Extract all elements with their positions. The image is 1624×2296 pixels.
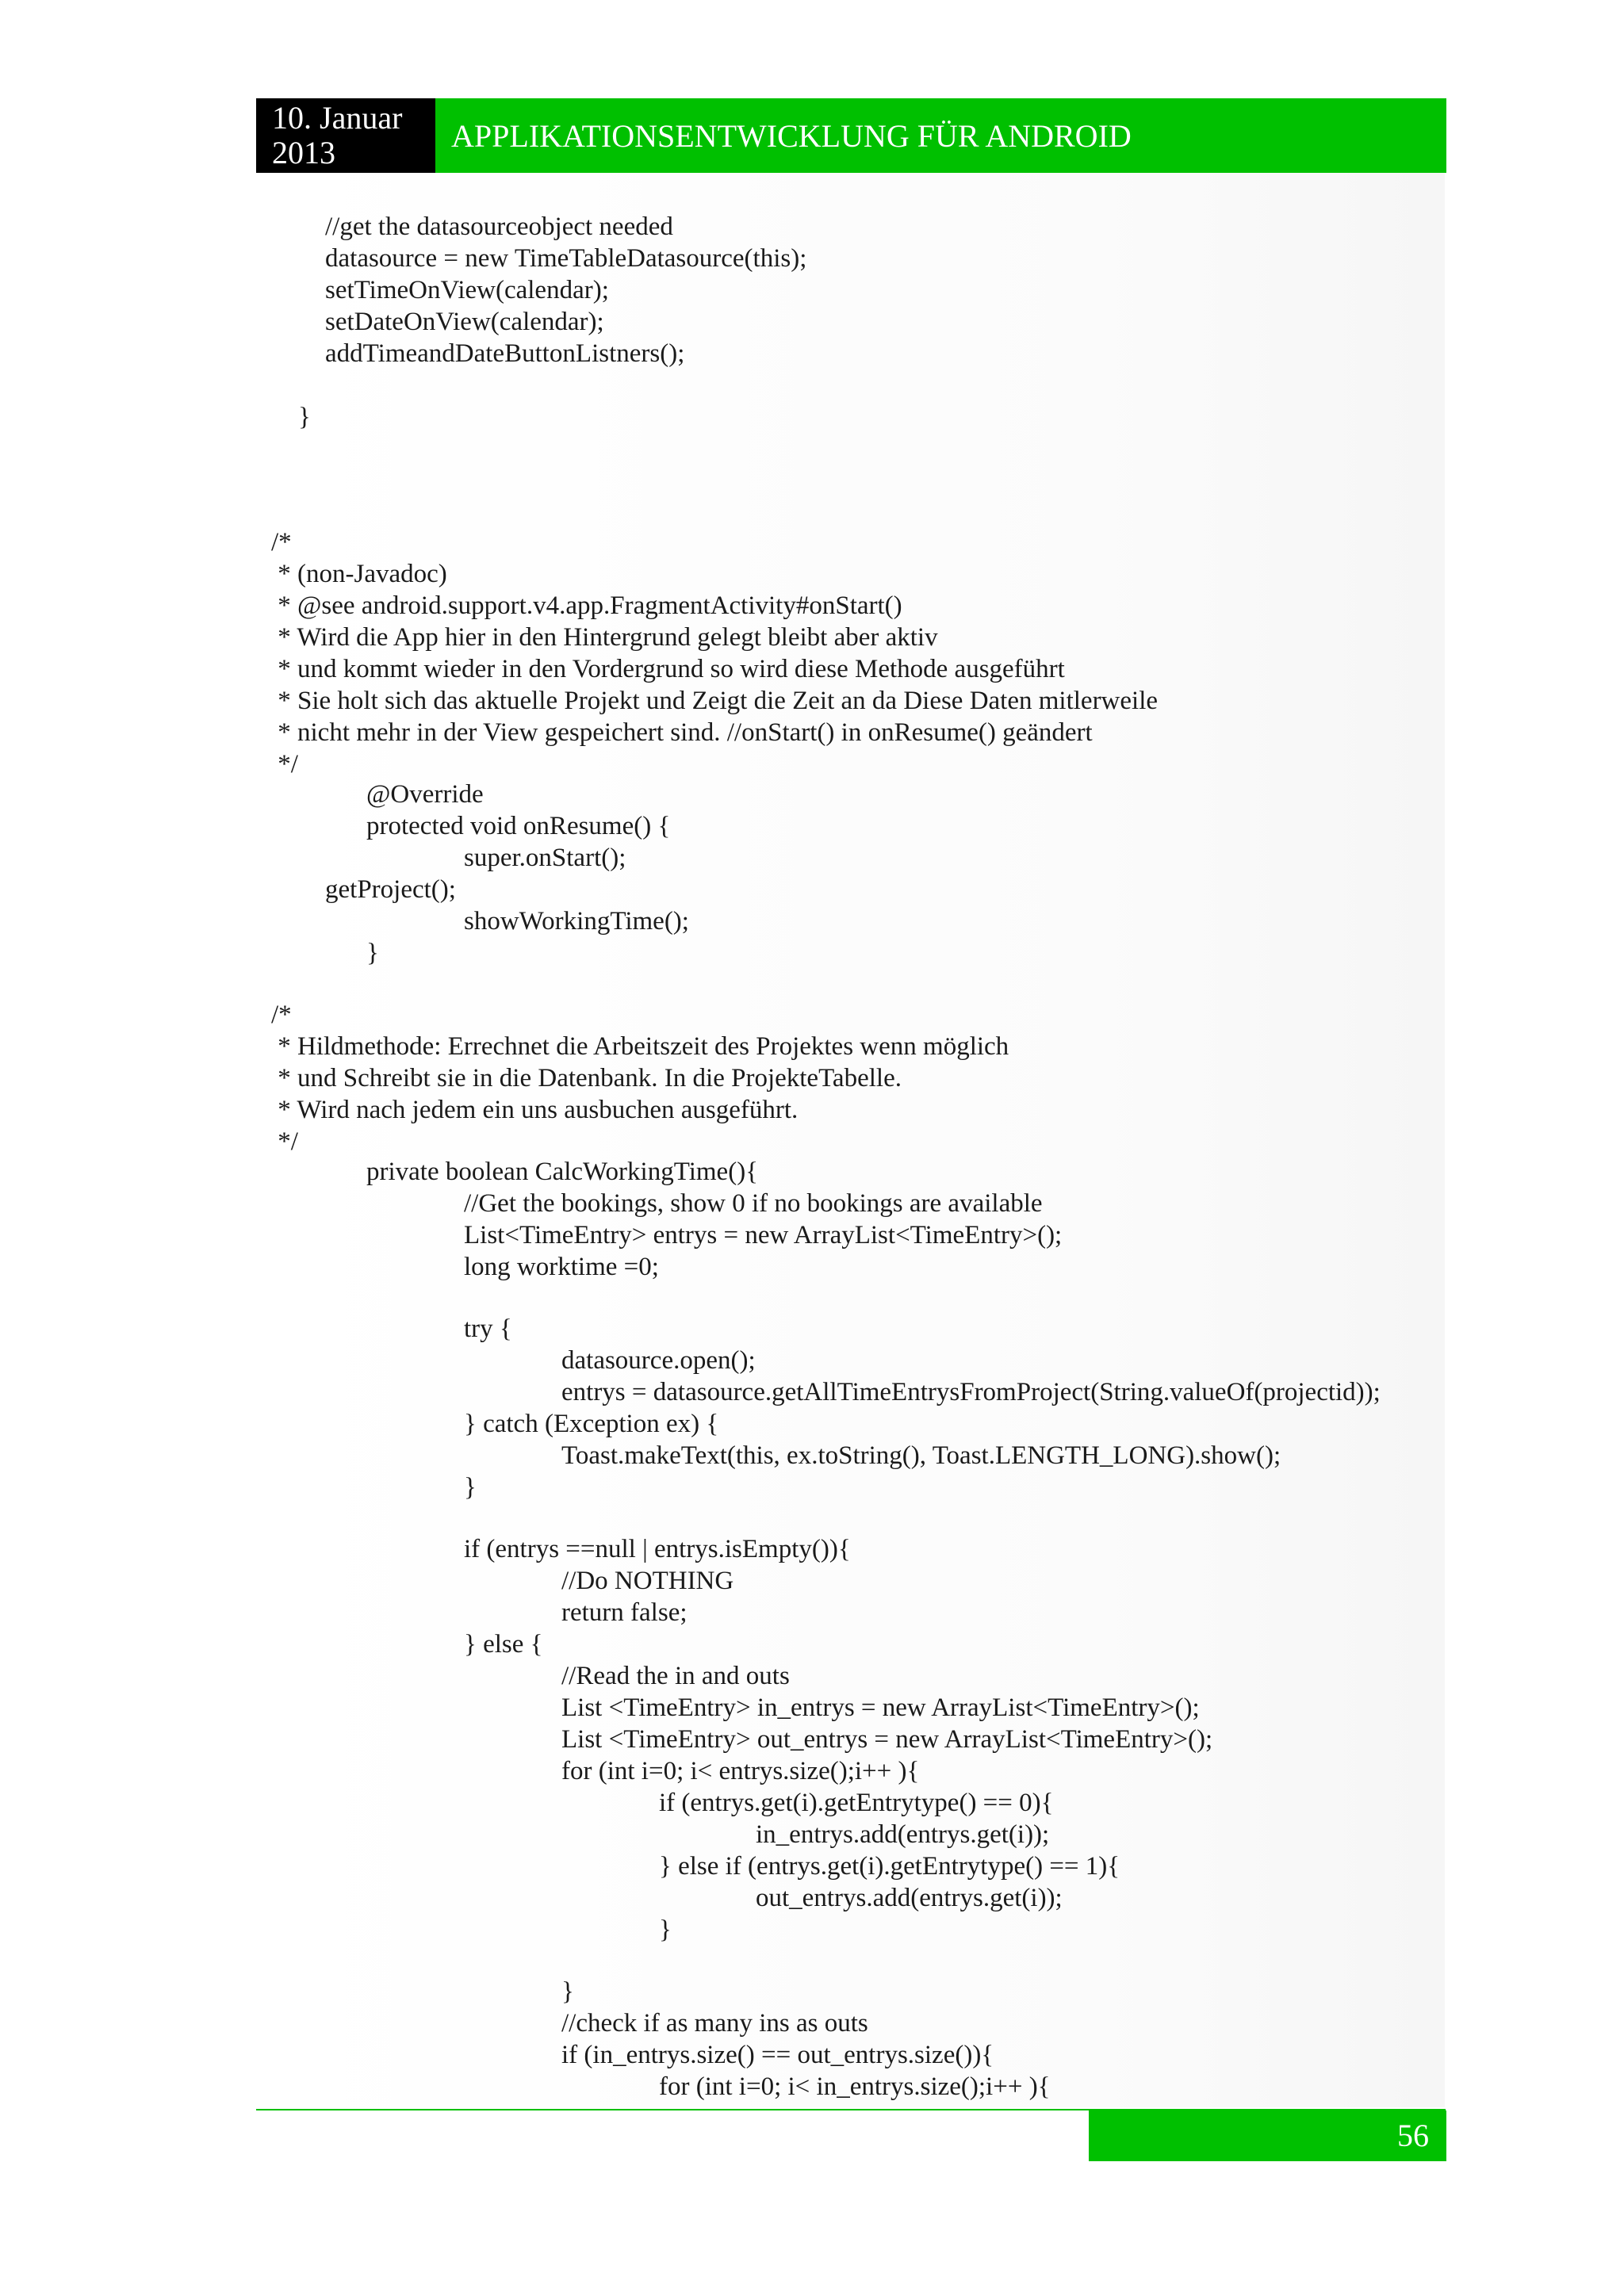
code-line: } <box>298 403 311 431</box>
code-line: */ <box>271 750 298 779</box>
code-line: * @see android.support.v4.app.FragmentActivity#onStart() <box>271 591 902 620</box>
header-date-line1: 10. Januar <box>272 100 403 136</box>
document-title: APPLIKATIONSENTWICKLUNG FÜR ANDROID <box>451 118 1132 154</box>
code-line: * Wird die App hier in den Hintergrund gelegt bleibt aber aktiv <box>271 623 938 652</box>
code-line: Toast.makeText(this, ex.toString(), Toast.LENGTH_LONG).show(); <box>561 1441 1281 1470</box>
code-line: for (int i=0; i< in_entrys.size();i++ ){ <box>659 2072 1051 2101</box>
code-line: List<TimeEntry> entrys = new ArrayList<TimeEntry>(); <box>464 1221 1063 1249</box>
code-line: addTimeandDateButtonListners(); <box>325 339 685 368</box>
code-line: * Sie holt sich das aktuelle Projekt und Zeigt die Zeit an da Diese Daten mitlerweile <box>271 687 1159 715</box>
code-line: * Hildmethode: Errechnet die Arbeitszeit des Projektes wenn möglich <box>271 1032 1009 1061</box>
code-line: private boolean CalcWorkingTime(){ <box>366 1158 759 1186</box>
code-line: //Do NOTHING <box>561 1567 734 1595</box>
code-line: */ <box>271 1127 298 1156</box>
code-line: //check if as many ins as outs <box>561 2009 868 2038</box>
code-line: getProject(); <box>325 875 456 904</box>
code-line: } <box>464 1473 477 1502</box>
code-line: entrys = datasource.getAllTimeEntrysFromProject(String.valueOf(projectid)); <box>561 1378 1381 1406</box>
code-line: //Get the bookings, show 0 if no bookings are available <box>464 1189 1043 1218</box>
code-line: if (entrys.get(i).getEntrytype() == 0){ <box>659 1789 1054 1817</box>
page-number: 56 <box>1397 2118 1429 2153</box>
code-line: datasource = new TimeTableDatasource(this); <box>325 244 807 273</box>
code-line: datasource.open(); <box>561 1346 756 1375</box>
code-line: * Wird nach jedem ein uns ausbuchen ausgeführt. <box>271 1096 799 1124</box>
code-line: //Read the in and outs <box>561 1662 790 1690</box>
code-line: protected void onResume() { <box>366 812 671 840</box>
code-line: return false; <box>561 1598 688 1627</box>
code-line: if (entrys ==null | entrys.isEmpty()){ <box>464 1535 851 1563</box>
code-line: /* <box>271 528 292 557</box>
code-line: long worktime =0; <box>464 1253 659 1281</box>
header-date-box <box>256 98 435 173</box>
code-line: //get the datasourceobject needed <box>325 212 673 241</box>
code-line: setTimeOnView(calendar); <box>325 276 609 304</box>
footer-page-box <box>1089 2110 1446 2161</box>
code-line: showWorkingTime(); <box>464 907 689 936</box>
code-line: super.onStart(); <box>464 844 626 872</box>
code-line: } else { <box>464 1630 543 1659</box>
header-date-line2: 2013 <box>272 135 335 170</box>
code-line: in_entrys.add(entrys.get(i)); <box>756 1820 1050 1849</box>
code-line: /* <box>271 1001 292 1029</box>
code-line: } <box>659 1915 672 1944</box>
header-title-bar <box>435 98 1446 173</box>
code-line: * (non-Javadoc) <box>271 560 447 588</box>
code-line: try { <box>464 1314 512 1343</box>
code-line: } catch (Exception ex) { <box>464 1410 719 1438</box>
code-line: if (in_entrys.size() == out_entrys.size()){ <box>561 2041 994 2069</box>
code-line: setDateOnView(calendar); <box>325 308 604 336</box>
code-line: * und kommt wieder in den Vordergrund so wird diese Methode ausgeführt <box>271 655 1065 683</box>
code-line: @Override <box>366 780 484 809</box>
code-line: } else if (entrys.get(i).getEntrytype() == 1){ <box>659 1852 1120 1881</box>
code-line: } <box>366 939 379 967</box>
code-line: List <TimeEntry> out_entrys = new ArrayList<TimeEntry>(); <box>561 1725 1213 1754</box>
code-line: for (int i=0; i< entrys.size();i++ ){ <box>561 1757 920 1785</box>
code-line: out_entrys.add(entrys.get(i)); <box>756 1884 1063 1912</box>
code-line: } <box>561 1977 574 2006</box>
code-line: * nicht mehr in der View gespeichert sind. //onStart() in onResume() geändert <box>271 718 1093 747</box>
code-line: List <TimeEntry> in_entrys = new ArrayList<TimeEntry>(); <box>561 1693 1200 1722</box>
code-line: * und Schreibt sie in die Datenbank. In die ProjekteTabelle. <box>271 1064 902 1093</box>
